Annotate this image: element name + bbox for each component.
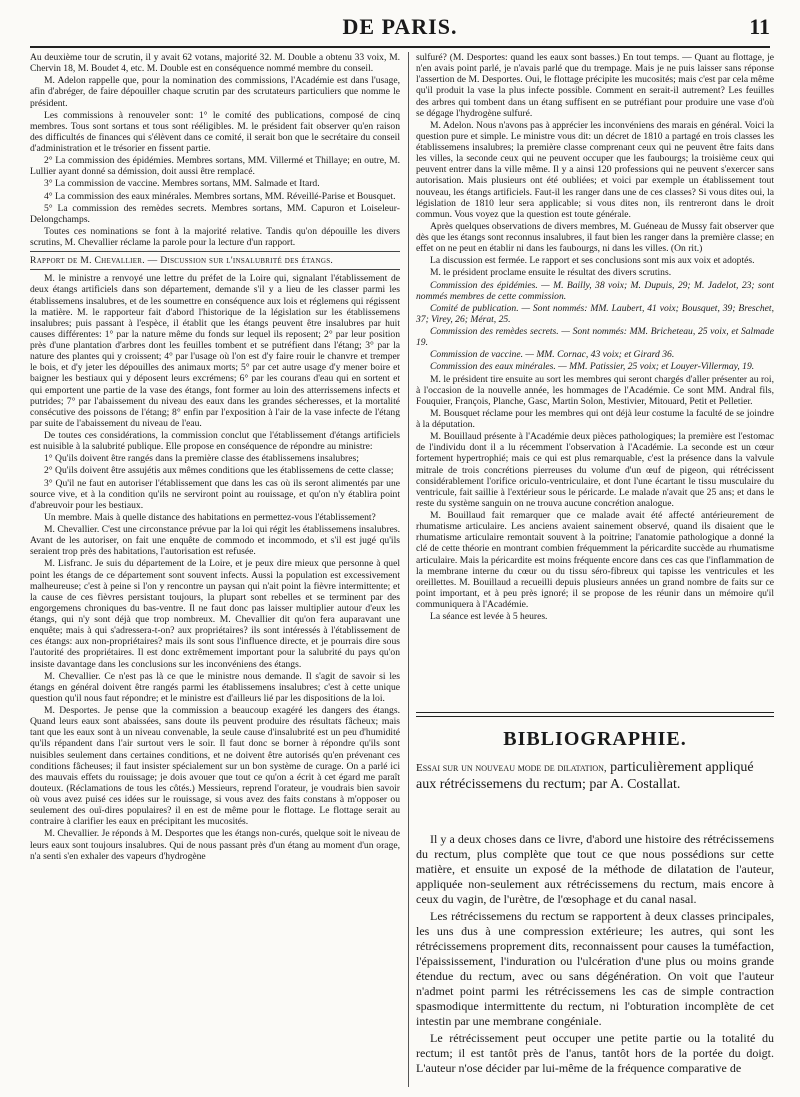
- subtitle-rest: particulièrement appliqué aux rétrécissemens du rectum; par A. Costallat.: [416, 760, 754, 792]
- paragraph: M. Chevallier. Je réponds à M. Desportes que les étangs non-curés, quelque soit le niveau de leurs eaux sont toujours insalubres. Qui de nous passant près d'un étang au moment d'un orage, n'a senti s'en exhaler des vapeurs d'hydrogène: [30, 828, 400, 862]
- paragraph: M. Adelon rappelle que, pour la nomination des commissions, l'Académie est dans l'usage, afin d'abréger, de faire dépouiller chaque scrutin par des scrutateurs particuliers que nomme le président.: [30, 75, 400, 109]
- paragraph: Les commissions à renouveler sont: 1° le comité des publications, composé de cinq membres. Tous sont sortans et tous sont rééligibles. M. le président fait observer qu'en raison des difficultés de finances qui s'élèvent dans ce comité, il serait bon que le secrétaire du conseil d'administration et le trésorier en fissent partie.: [30, 109, 400, 154]
- paragraph: M. Chevallier. Ce n'est pas là ce que le ministre nous demande. Il s'agit de savoir si les étangs en général doivent être rangés parmi les établissemens insalubres; c'est à cette unique question qu'il nous faut répondre; et le ministre est d'ailleurs lié par les dispositions de la loi.: [30, 670, 400, 704]
- paragraph: La discussion est fermée. Le rapport et ses conclusions sont mis aux voix et adoptés.: [430, 255, 755, 267]
- paragraph: M. Lisfranc. Je suis du département de la Loire, et je peux dire mieux que personne à quel point les étangs de ce département sont souvent infects. Aussi la population est excessivement malheureuse; c'est à peine si l'on y rencontre un paysan qui n'ait point la fièvre intermittente; et la cause de ces fièvres persistant toujours, la plupart sont rebelles et se terminent par des engorgemens chroniques du bas-ventre. Il ne faut donc pas laisser multiplier autour d'eux les étangs, qui n'y sont déjà que trop nombreux. M. Chevallier dit qu'on fera auparavant une enquête; mais à qui s'adressera-t-on? aux propriétaires? ils sont intéressés à l'établissement de ces étangs: aux non-propriétaires? mais ils sont sous l'influence directe, et je pourrais dire sous l'autorité des propriétaires. Il est donc extrêmement important pour la salubrité du pays qu'on insiste davantage dans les conclusions sur les inconvéniens des étangs.: [30, 558, 400, 670]
- page-number: 11: [749, 14, 770, 39]
- paragraph: 3° Qu'il ne faut en autoriser l'établissement que dans les cas où ils seront alimentés par une source vive, et à la condition qu'ils ne serviront point au rouissage, et qu'on n'y établira point d'abreuvoir pour les bestiaux.: [30, 477, 400, 511]
- paragraph: Au deuxième tour de scrutin, il y avait 62 votans, majorité 32. M. Double a obtenu 33 voix, M. Chervin 18, M. Boudet 4, etc. M. Double est en conséquence nommé membre du conseil.: [30, 52, 400, 75]
- paragraph: M. le ministre a renvoyé une lettre du préfet de la Loire qui, signalant l'établissement de deux étangs artificiels dans son département, demande s'il y a lieu de les classer parmi les établissemens insalubres, et de les soumettre en conséquence aux lois et réglemens qui régissent la matière. M. le rapporteur fait d'abord l'historique de la législation sur les établissemens insalubres; puis passant à l'espèce, il établit que les étangs peuvent être insalubres par huit causes différentes: 1° par la nature même du fonds sur lequel ils reposent; 2° par leur position près d'une plantation d'arbres dont les feuilles tombent et se putréfient dans l'étang; 3° par la nature des plantes qui y croissent; 4° par l'usage où l'on est d'y faire rouir le chanvre et tremper le bois, et d'y jeter les dépouilles des animaux morts; 5° par cet autre usage d'y mener boire et baigner les bestiaux qui y déposent leurs excrémens; 6° par les courans d'eau qui en sortent et qui emportent une partie de la vase des étangs, font former au loin des atterrissemens infects et putrides; 7° par l'abaissement du niveau des eaux dans les grandes sécheresses, et la mortalité consécutive des poissons de l'étang; 8° enfin par l'exposition à l'air de la vase infecte de l'étang par suite de l'abaissement du niveau de l'eau.: [30, 273, 400, 429]
- paragraph: M. Desportes. Je pense que la commission a beaucoup exagéré les dangers des étangs. Quand leurs eaux sont abaissées, sans doute ils peuvent produire des résultats fâcheux; mais tant que les eaux sont à un niveau convenable, la seule cause d'insalubrité est un peu d'humidité qu'ils répandent dans l'air surtout vers le soir. Il faut donc se borner à répondre qu'ils sont nuisibles seulement dans certaines conditions, et ne doivent être autorisés qu'en prévenant ces conditions fâcheuses; il faut insister spécialement sur un bon système de curage. On a parlé ici des mauvais effets du rouissage; je dois avouer que tout ce qu'on a écrit à cet égard me paraît douteux. (Réclamations de tous les côtés.) Messieurs, reprend l'orateur, je voudrais bien savoir où vous avez puisé ces idées sur le rouissage, si vous avez des faits constans à m'opposer ou seulement des ouï-dires populaires? il en est de même pour le flottage. Le flottage serait au contraire à clarifier les eaux en précipitant les mucosités.: [30, 705, 400, 828]
- paragraph: La séance est levée à 5 heures.: [430, 611, 548, 623]
- subtitle-smallcaps: Essai sur un nouveau mode de dilatation,: [416, 762, 607, 774]
- paragraph: Commission des épidémies. — M. Bailly, 38 voix; M. Dupuis, 29; M. Jadelot, 23; sont nommés membres de cette commission.: [416, 279, 774, 302]
- paragraph: Un membre. Mais à quelle distance des habitations en permettez-vous l'établissement?: [44, 511, 376, 523]
- column-divider: [408, 52, 409, 1087]
- paragraph: 4° La commission des eaux minérales. Membres sortans, MM. Réveillé-Parise et Bousquet.: [44, 190, 396, 202]
- paragraph: Après quelques observations de divers membres, M. Guéneau de Mussy fait observer que dès que les étangs sont reconnus insalubres, il faut bien les ranger dans la première classe; en effet on ne peut en établir ni dans les faubourgs, ni dans les villes. (On rit.): [416, 220, 774, 255]
- section-double-rule: [416, 712, 774, 717]
- paragraph: 2° Qu'ils doivent être assujétis aux mêmes conditions que les établissemens de cette classe;: [44, 465, 394, 477]
- running-title: DE PARIS.: [342, 14, 458, 39]
- paragraph: sulfuré? (M. Desportes: quand les eaux sont basses.) En tout temps. — Quant au flottage, je n'en avais point parlé, je n'avais parlé que du trempage. Mais je ne puis laisser sans réponse l'assertion de M. Desportes. Oui, le flottage précipite les mucosités; mais c'est par cela même qu'il produit la vase la plus infecte possible. Comment en serait-il autrement? Les feuilles des arbres qui tombent dans un étang suffisent en se putréfiant pour produire une vase d'où se dégage l'hydrogène sulfuré.: [416, 52, 774, 119]
- paragraph: 3° La commission de vaccine. Membres sortans, MM. Salmade et Itard.: [44, 178, 320, 190]
- left-column: [30, 52, 400, 1087]
- bibliography-subtitle: [416, 760, 774, 794]
- paragraph: Commission des eaux minérales. — MM. Patissier, 25 voix; et Louyer-Villermay, 19.: [430, 361, 755, 373]
- paragraph: Les rétrécissemens du rectum se rapportent à deux classes principales, les uns dus à une compression extérieure; les autres, qui sont les rétrécissemens proprement dits, reconnaissent pour causes la tuméfaction, l'épaississement, l'induration ou l'ulcération d'une plus ou moins grande étendue du rectum, avec ou sans dégénération. On voit que l'auteur n'admet point parmi les rétrécissemens les cas de simple contraction spasmodique intermittente du rectum, ni l'obturation incomplète de cet intestin par une membrane congéniale.: [416, 909, 774, 1028]
- bibliography-heading: BIBLIOGRAPHIE.: [503, 728, 687, 750]
- paragraph: M. Chevallier. C'est une circonstance prévue par la loi qui régit les établissemens insalubres. Avant de les autoriser, on fait une enquête de commodo et incommodo, et s'il est jugé qu'ils seraient trop près des habitations, l'autorisation est refusée.: [30, 524, 400, 558]
- section-rule: [30, 269, 400, 270]
- section-heading: Rapport de M. Chevallier. — Discussion sur l'insalubrité des étangs.: [30, 255, 334, 267]
- paragraph: M. le président proclame ensuite le résultat des divers scrutins.: [430, 267, 672, 279]
- paragraph: M. Bouillaud fait remarquer que ce malade avait été affecté antérieurement de rhumatisme articulaire. Les anciens avaient sainement observé, quand ils disaient que le rhumatisme articulaire remontait souvent à la poitrine; l'anatomie pathologique a donné la clé de cette théorie en montrant combien fréquemment la péricardite succède au rhumatisme articulaire. Mais la péricardite est moins fréquente encore dans ces cas que l'inflammation de la membrane interne du cœur ou du tissu séro-fibreux qui tapisse les ventricules et les oreillettes. M. Bouillaud a recueilli depuis plusieurs années un grand nombre de faits sur ce point important, et à peu près ignoré; il se propose de les réunir dans un mémoire qu'il communiquera à l'Académie.: [416, 510, 774, 610]
- right-column: [416, 52, 774, 710]
- paragraph: M. le président tire ensuite au sort les membres qui seront chargés d'aller présenter au roi, à l'occasion de la nouvelle année, les hommages de l'Académie. Ce sont MM. Andral fils, Fouquier, François, Planche, Gasc, Martin Solon, Mestivier, Mitouard, Petit et Pelletier.: [416, 373, 774, 407]
- paragraph: Commission des remèdes secrets. — Sont nommés: MM. Bricheteau, 25 voix, et Salmade 19.: [416, 326, 774, 349]
- paragraph: 5° La commission des remèdes secrets. Membres sortans, MM. Capuron et Loiseleur-Delongchamps.: [30, 202, 400, 225]
- paragraph: 1° Qu'ils doivent être rangés dans la première classe des établissemens insalubres;: [44, 453, 359, 465]
- paragraph: Toutes ces nominations se font à la majorité relative. Tandis qu'on dépouille les divers scrutins, M. Chevallier réclame la parole pour la lecture d'un rapport.: [30, 225, 400, 248]
- paragraph: M. Bousquet réclame pour les membres qui ont déjà leur costume la faculté de se joindre à la députation.: [416, 407, 774, 430]
- paragraph: 2° La commission des épidémies. Membres sortans, MM. Villermé et Thillaye; en outre, M. Lullier ayant donné sa démission, doit aussi être remplacé.: [30, 155, 400, 178]
- bibliography-body: [416, 832, 774, 1090]
- page-header: [30, 14, 770, 48]
- paragraph: Le rétrécissement peut occuper une petite partie ou la totalité du rectum; il est tantôt près de l'anus, tantôt hors de la portée du doigt. L'auteur n'ose décider par lui-même de la fréquence comparative de: [416, 1031, 774, 1075]
- section-rule: [30, 251, 400, 252]
- paragraph: Commission de vaccine. — MM. Cornac, 43 voix; et Girard 36.: [430, 349, 675, 361]
- paragraph: M. Bouillaud présente à l'Académie deux pièces pathologiques; la première est l'estomac de l'individu dont il a lu récemment l'observation à l'Académie. La seconde est un cœur fortement hypertrophié; mais ce qui est plus remarquable, c'est la présence dans la valvule mitrale de trois concrétions pierreuses du volume d'un œuf de pigeon, qui rétrécissent considérablement l'orifice oriculo-ventriculaire, et dont l'une écartant le tissu musculaire du ventricule, fait saillie à l'extérieur sous le péricarde. Le malade n'avait que 25 ans; et dans le reste du système sanguin on ne trouva aucune concrétion analogue.: [416, 431, 774, 509]
- paragraph: Comité de publication. — Sont nommés: MM. Laubert, 41 voix; Bousquet, 39; Breschet, 37; Virey, 26; Mérat, 25.: [416, 302, 774, 325]
- paragraph: Il y a deux choses dans ce livre, d'abord une histoire des rétrécissemens du rectum, plus complète que tout ce que nous possédions sur cette matière, et ensuite un exposé de la méthode de dilatation de l'auteur, appliquée non-seulement aux rétrécissemens du rectum, mais encore à ceux du vagin, de l'urètre, de l'œsophage et du canal nasal.: [416, 832, 774, 906]
- paragraph: De toutes ces considérations, la commission conclut que l'établissement d'étangs artificiels est nuisible à la salubrité publique. Elle propose en conséquence de répondre au ministre:: [30, 430, 400, 453]
- paragraph: M. Adelon. Nous n'avons pas à apprécier les inconvéniens des marais en général. Voici la question pure et simple. Le ministre vous dit: un décret de 1810 a partagé en trois classes les établissemens insalubres; la première classe comprenant ceux qui ne peuvent être faits dans les villes, la seconde ceux qui ne peuvent occuper que les faubourgs; la troisième ceux qui peuvent entrer dans la ville même. Il y a ainsi 120 professions qui ne peuvent s'exercer sans autorisation. Mais plusieurs ont été oubliées; et voici par exemple un établissement tout nouveau, les étangs artificiels. Faut-il les ranger dans une de ces classes? Si vous dites oui, la législation de 1810 leur sera applicable; si vous dites non, ils rentreront dans le droit commun. Vous voyez que la question est toute générale.: [416, 119, 774, 220]
